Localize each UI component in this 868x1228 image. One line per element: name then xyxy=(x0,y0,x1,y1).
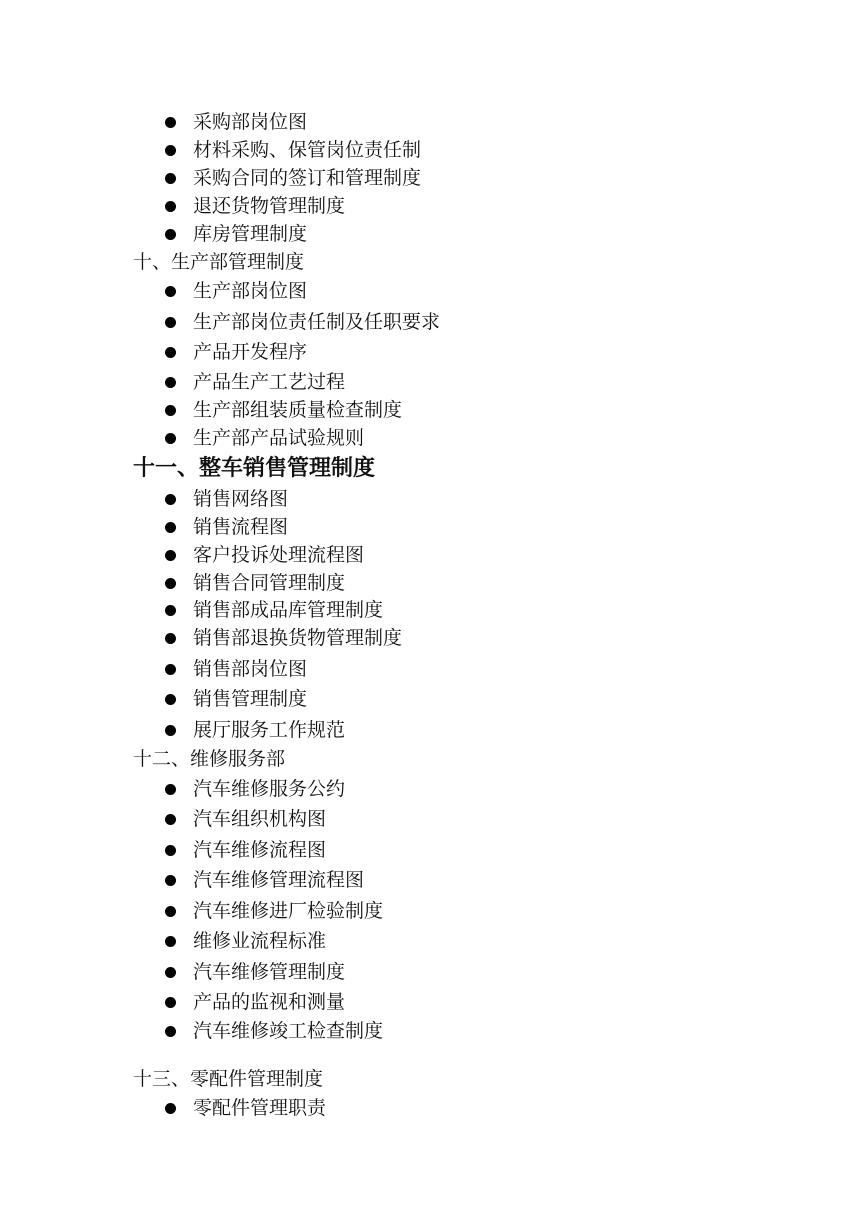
bullet-icon xyxy=(165,117,176,128)
list-item: 销售部退换货物管理制度 xyxy=(193,627,403,649)
list-item: 展厅服务工作规范 xyxy=(193,719,346,741)
bullet-icon xyxy=(165,145,176,156)
bullet-icon xyxy=(165,405,176,416)
list-item: 汽车维修流程图 xyxy=(193,839,327,861)
bullet-icon xyxy=(165,784,176,795)
bullet-icon xyxy=(165,550,176,561)
list-item: 产品的监视和测量 xyxy=(193,991,346,1013)
list-item: 维修业流程标准 xyxy=(193,930,327,952)
bullet-icon xyxy=(165,814,176,825)
list-item: 汽车维修服务公约 xyxy=(193,778,346,800)
bullet-icon xyxy=(165,286,176,297)
list-item: 库房管理制度 xyxy=(193,223,308,245)
list-item: 退还货物管理制度 xyxy=(193,195,346,217)
bullet-icon xyxy=(165,967,176,978)
bullet-icon xyxy=(165,347,176,358)
list-item: 生产部岗位图 xyxy=(193,280,308,302)
list-item: 销售流程图 xyxy=(193,516,289,538)
bullet-icon xyxy=(165,875,176,886)
section-heading: 十二、维修服务部 xyxy=(133,748,286,770)
list-item: 汽车组织机构图 xyxy=(193,808,327,830)
bullet-icon xyxy=(165,936,176,947)
bullet-icon xyxy=(165,377,176,388)
list-item: 汽车维修管理流程图 xyxy=(193,869,365,891)
bullet-icon xyxy=(165,725,176,736)
bullet-icon xyxy=(165,201,176,212)
bullet-icon xyxy=(165,317,176,328)
list-item: 生产部组装质量检查制度 xyxy=(193,399,403,421)
bullet-icon xyxy=(165,997,176,1008)
bullet-icon xyxy=(165,906,176,917)
list-item: 产品开发程序 xyxy=(193,341,308,363)
section-heading: 十一、整车销售管理制度 xyxy=(133,456,376,481)
bullet-icon xyxy=(165,845,176,856)
list-item: 生产部产品试验规则 xyxy=(193,427,365,449)
list-item: 材料采购、保管岗位责任制 xyxy=(193,139,422,161)
bullet-icon xyxy=(165,494,176,505)
list-item: 汽车维修竣工检查制度 xyxy=(193,1020,384,1042)
list-item: 客户投诉处理流程图 xyxy=(193,544,365,566)
list-item: 汽车维修管理制度 xyxy=(193,961,346,983)
list-item: 销售合同管理制度 xyxy=(193,572,346,594)
list-item: 采购合同的签订和管理制度 xyxy=(193,167,422,189)
bullet-icon xyxy=(165,522,176,533)
bullet-icon xyxy=(165,173,176,184)
list-item: 产品生产工艺过程 xyxy=(193,371,346,393)
bullet-icon xyxy=(165,1103,176,1114)
section-heading: 十、生产部管理制度 xyxy=(133,251,305,273)
list-item: 销售网络图 xyxy=(193,488,289,510)
bullet-icon xyxy=(165,633,176,644)
list-item: 销售部岗位图 xyxy=(193,658,308,680)
section-heading: 十三、零配件管理制度 xyxy=(133,1068,324,1090)
list-item: 生产部岗位责任制及任职要求 xyxy=(193,311,441,333)
list-item: 采购部岗位图 xyxy=(193,111,308,133)
bullet-icon xyxy=(165,1026,176,1037)
bullet-icon xyxy=(165,578,176,589)
bullet-icon xyxy=(165,664,176,675)
list-item: 销售管理制度 xyxy=(193,688,308,710)
bullet-icon xyxy=(165,605,176,616)
bullet-icon xyxy=(165,229,176,240)
list-item: 零配件管理职责 xyxy=(193,1097,327,1119)
bullet-icon xyxy=(165,433,176,444)
list-item: 销售部成品库管理制度 xyxy=(193,599,384,621)
bullet-icon xyxy=(165,694,176,705)
list-item: 汽车维修进厂检验制度 xyxy=(193,900,384,922)
